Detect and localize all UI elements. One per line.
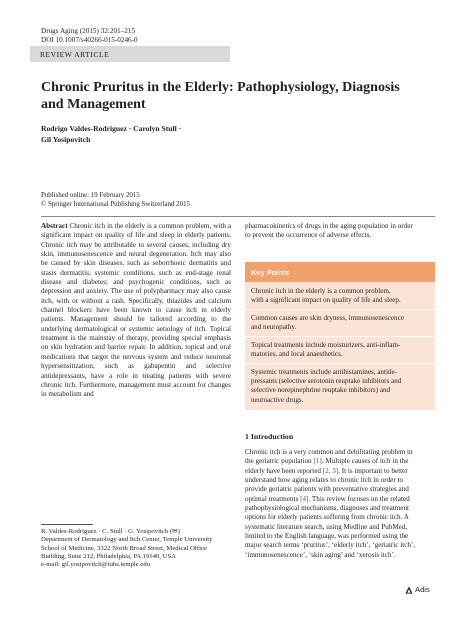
text-run: options for elderly patients suffering from chronic itch. A [245, 513, 409, 522]
text-run: elderly have been reported [245, 466, 323, 475]
footnote-line: School of Medicine, 3322 North Broad Street, Medical Office [41, 544, 207, 552]
text-line [245, 523, 435, 532]
doi-line: DOI 10.1007/s40266-015-0246-0 [41, 36, 138, 45]
footnote-line: R. Valdes-Rodriguez · C. Stull · G. Yosipovitch (✉) [41, 528, 180, 535]
key-point-line: with a significant impact on quality of life and sleep. [251, 296, 401, 305]
text-run: pathophysiological mechanisms, diagnoses and treatment [245, 504, 409, 513]
text-line [245, 467, 435, 476]
title-line: Chronic Pruritus in the Elderly: Pathophysiology, Diagnosis [41, 80, 400, 95]
text-run: ‘immunosenescence’, ‘skin aging’ and ‘xerosis itch’. [245, 550, 396, 559]
author-list [41, 124, 341, 145]
copyright-notice: © Springer International Publishing Switzerland 2015 [41, 200, 190, 208]
title-line: and Management [41, 96, 146, 112]
text-run: systematic literature search, using Medline and PubMed, [245, 522, 408, 531]
key-point-line: neuroactive drugs. [251, 395, 304, 404]
text-line: pharmacokinetics of drugs in the aging population in order [245, 222, 413, 230]
text-line: to prevent the occurrence of adverse effects. [245, 231, 372, 240]
footnote-divider [41, 524, 93, 525]
citation-link[interactable]: [2, 3] [322, 466, 339, 475]
publisher-logo [405, 585, 430, 594]
footnote-line: Building, Suite 212, Philadelphia, PA 19140, USA [41, 552, 176, 560]
journal-reference [41, 27, 138, 45]
text-line [245, 476, 435, 485]
journal-citation-line: Drugs Aging (2015) 32:201–215 [41, 27, 136, 35]
text-run: . Multiple causes of itch in the [321, 457, 409, 466]
text-line [245, 504, 435, 513]
key-point-item [251, 287, 429, 305]
abstract-text: Chronic itch in the elderly is a common problem, with a significant impact on quality of life and sleep in elderly patients. Chronic itch may be attributable to several causes, including dry skin, immunosenescence and neural degeneration. Itch may also be caused by skin diseases, such as seborrhoeic dermatitis and stasis dermatitis; systemic conditions, such as end-stage renal disease and diabetes; and psychogenic conditions, such as depression and anxiety. The use of polypharmacy may also cause itch, with or without a rash. Specifically, thiazides and calcium channel blockers have been known to cause itch in elderly patients. Management should be tailored according to the underlying dermatological or systemic aetiology of itch. Topical treatment is the mainstay of therapy, providing special emphasis on skin hydration and barrier repair. In addition, topical and oral medications that target the nervous system and reduce neuronal hypersensitization, such as gabapentin and selective antidepressants, have a role in treating patients with severe chronic itch. Furthermore, management must account for changes in metabolism and [41, 222, 231, 399]
citation-link[interactable]: [1] [313, 457, 322, 466]
text-line [245, 532, 435, 541]
key-point-line: Chronic itch in the elderly is a common problem, [251, 287, 391, 295]
text-line [245, 551, 435, 560]
text-run: optimal treatments [245, 494, 301, 503]
publisher-name: Adis [415, 585, 430, 594]
section-heading-introduction: 1 Introduction [245, 432, 294, 441]
authors-line: Rodrigo Valdes-Rodriguez · Carolyn Stull · [41, 124, 182, 133]
text-line [245, 513, 435, 522]
key-point-item [251, 341, 429, 359]
abstract-label: Abstract [41, 222, 68, 230]
text-line [245, 448, 435, 457]
text-line [245, 541, 435, 550]
article-title [41, 80, 421, 113]
text-run: major search terms ‘pruritus’, ‘elderly itch’, ‘geriatric itch’, [245, 541, 416, 550]
key-points-separator [245, 363, 435, 364]
text-line [245, 457, 435, 466]
published-date: Published online: 19 February 2015 [41, 192, 140, 199]
citation-link[interactable]: [4] [300, 494, 309, 503]
key-points-title: Key Points [251, 268, 290, 277]
text-run: . This review focuses on the related [308, 494, 410, 503]
key-points-header [245, 262, 435, 282]
key-point-line: selective norepinephrine reuptake inhibitors) and [251, 386, 391, 395]
text-line [245, 495, 435, 504]
text-run: the geriatric population [245, 457, 314, 466]
key-point-item [251, 314, 429, 332]
key-points-separator [245, 336, 435, 337]
key-point-line: and neuropathy. [251, 323, 297, 332]
footnote-line: Department of Dermatology and Itch Center, Temple University [41, 536, 213, 544]
abstract [41, 222, 231, 400]
key-point-line: matories, and local anaesthetics. [251, 350, 343, 359]
key-point-item [251, 368, 429, 405]
divider [41, 216, 435, 217]
introduction-text [245, 448, 435, 560]
text-run: understand how aging relates to chronic itch in order to [245, 476, 404, 485]
key-points-box [245, 262, 435, 410]
adis-logo-icon [405, 586, 413, 594]
key-point-line: Topical treatments include moisturizers, anti-inflam- [251, 341, 401, 349]
footnote-line: e-mail: gil.yosipovitch@tuhs.temple.edu [41, 561, 151, 569]
key-point-line: Systemic treatments include antihistamines, antide- [251, 368, 397, 376]
key-points-separator [245, 309, 435, 310]
author-affiliation [41, 528, 241, 569]
text-run: . It is important to better [338, 466, 408, 475]
text-run: provide geriatric patients with preventative strategies and [245, 485, 409, 494]
publication-info [41, 192, 190, 209]
key-point-line: Common causes are skin dryness, immunosenescence [251, 314, 404, 322]
key-point-line: pressants (selective serotonin reuptake inhibitors and [251, 377, 402, 386]
right-column-text [245, 222, 435, 241]
section-label: REVIEW ARTICLE [40, 50, 110, 59]
authors-line: Gil Yosipovitch [41, 134, 91, 144]
text-run: limited to the English language, was performed using the [245, 532, 409, 541]
text-line [245, 485, 435, 494]
text-run: Chronic itch is a very common and debilitating problem in [245, 448, 413, 456]
